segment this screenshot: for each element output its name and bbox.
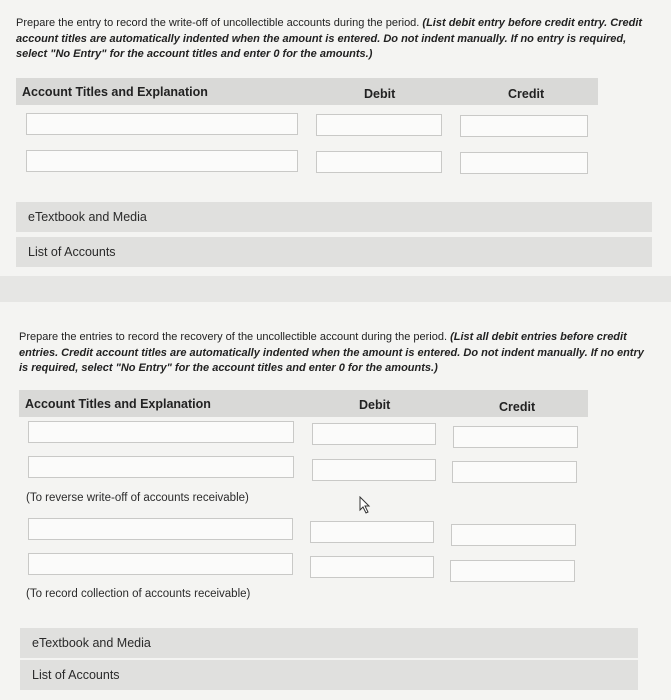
part1-header-debit: Debit [364,87,396,101]
part2-row3-debit-input[interactable] [310,521,434,543]
part2-note-record-collection: (To record collection of accounts receivable) [26,588,251,600]
part2-note-reverse-writeoff: (To reverse write-off of accounts receivable) [26,492,249,504]
mouse-pointer-icon [358,496,372,514]
section-divider [0,276,671,302]
part1-row1-credit-input[interactable] [460,115,588,137]
part2-row4-debit-input[interactable] [310,556,434,578]
part1-prompt-instructions: (List debit entry before credit entry. Credit account titles are automatically indented when the amount is entered. Do not indent manually. If no entry is required, select "No Entry" for the account titles and enter 0 for the amounts.) [16,17,643,60]
part1-row1-account-input[interactable] [26,113,298,135]
part2-header-account: Account Titles and Explanation [25,397,211,411]
part2-row4-credit-input[interactable] [450,560,575,582]
part2-prompt-lead: Prepare the entries to record the recovery of the uncollectible account during the period. [19,331,448,343]
part2-row2-debit-input[interactable] [312,459,436,481]
part2-row2-account-input[interactable] [28,456,294,478]
part2-prompt-instructions: (List all debit entries before credit entries. Credit account titles are automatically indented when the amount is entered. Do not indent manually. If no entry is required, select "No Entry" for the account titles and enter 0 for the amounts.) [19,331,644,374]
part2-prompt [19,330,649,377]
part2-row3-account-input[interactable] [28,518,293,540]
part1-etextbook-link[interactable]: eTextbook and Media [16,202,652,232]
part2-row2-credit-input[interactable] [452,461,577,483]
part1-header-credit: Credit [508,87,545,101]
part1-row2-debit-input[interactable] [316,151,442,173]
part2-header-debit: Debit [359,398,391,412]
part2-row1-credit-input[interactable] [453,426,578,448]
part2-row3-credit-input[interactable] [451,524,576,546]
part2-etextbook-link[interactable]: eTextbook and Media [20,628,638,658]
part1-prompt-lead: Prepare the entry to record the write-off of uncollectible accounts during the period. [16,17,420,29]
part2-row1-account-input[interactable] [28,421,294,443]
part2-row4-account-input[interactable] [28,553,293,575]
part1-table-header [16,78,598,105]
part2-table-header [19,390,588,417]
part2-row1-debit-input[interactable] [312,423,436,445]
part1-row2-credit-input[interactable] [460,152,588,174]
part1-prompt [16,16,656,63]
part2-header-credit: Credit [499,400,536,414]
part1-row1-debit-input[interactable] [316,114,442,136]
part2-list-of-accounts-link[interactable]: List of Accounts [20,660,638,690]
part1-header-account: Account Titles and Explanation [22,85,208,99]
part1-list-of-accounts-link[interactable]: List of Accounts [16,237,652,267]
part1-row2-account-input[interactable] [26,150,298,172]
